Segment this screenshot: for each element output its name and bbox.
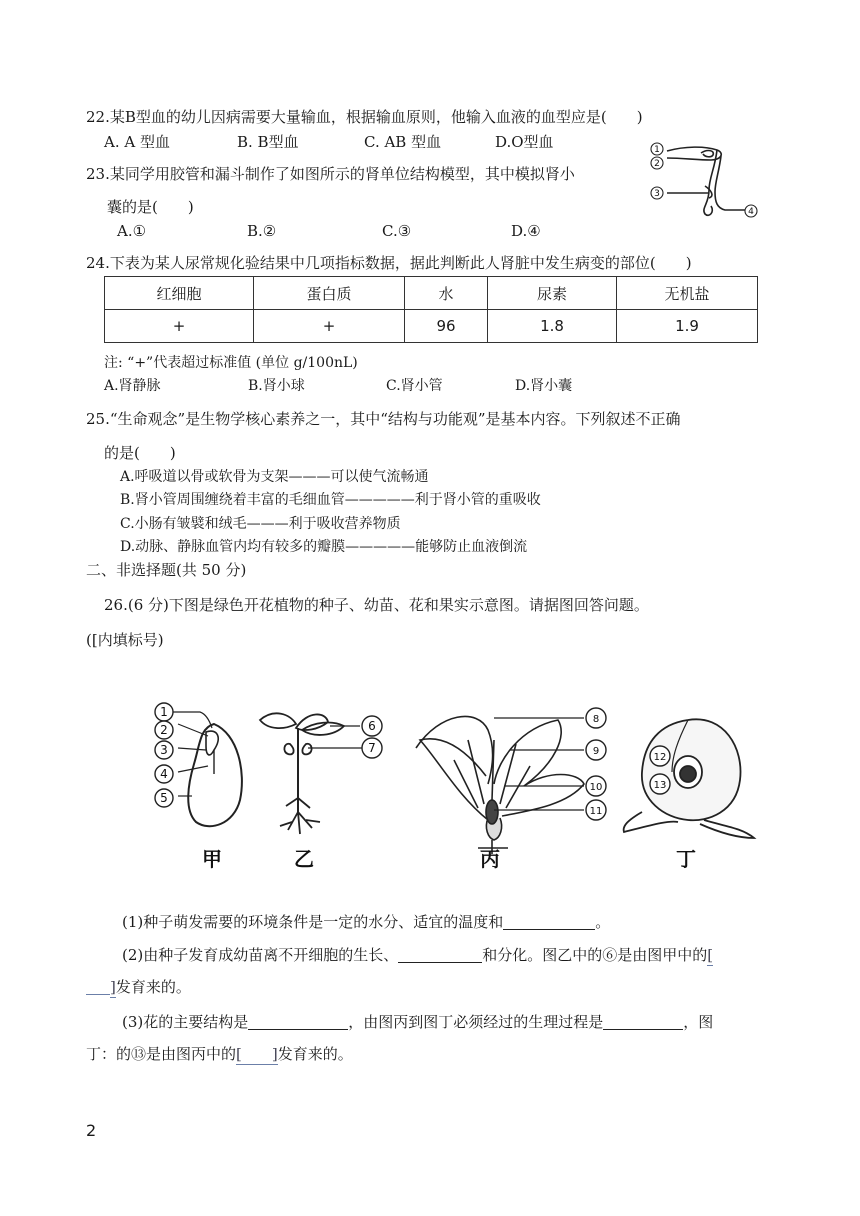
q24-option-a: A.肾静脉 (104, 378, 161, 394)
caption-ding: 丁 (676, 847, 696, 871)
q25-option-d: D.动脉、静脉血管内均有较多的瓣膜—————能够防止血液倒流 (120, 539, 528, 555)
table-header-cell: 蛋白质 (254, 277, 405, 310)
flower-diagram (416, 716, 584, 854)
table-cell: 1.9 (617, 310, 758, 343)
q26-sub2-bracket-open: [ (707, 946, 714, 964)
seedling-label-6: 6 (368, 719, 376, 733)
q23-option-a: A.① (117, 222, 147, 240)
nephron-label-1: 1 (654, 145, 660, 155)
q23-stem-line1: 23.某同学用胶管和漏斗制作了如图所示的肾单位结构模型，其中模拟肾小 (86, 165, 575, 183)
q26-sub2-bracket-close: ] (110, 978, 116, 996)
nephron-model-figure (645, 138, 763, 230)
table-header-cell: 无机盐 (617, 277, 758, 310)
q26-sub2-text-a: (2)由种子发育成幼苗离不开细胞的生长、 (122, 946, 399, 964)
nephron-label-4: 4 (748, 207, 754, 217)
seedling-label-7: 7 (368, 741, 376, 755)
q24-note: 注: “+”代表超过标准值 (单位 g/100nL) (104, 355, 358, 371)
table-header-cell: 尿素 (488, 277, 617, 310)
answer-blank[interactable] (248, 1013, 348, 1030)
q23-option-d: D.④ (511, 222, 541, 240)
q26-sub3-line2 (86, 1044, 353, 1065)
nephron-label-2: 2 (654, 159, 660, 169)
seed-label-4: 4 (160, 767, 168, 781)
q23-stem-line2: 囊的是( ) (107, 198, 194, 216)
seed-label-5: 5 (160, 791, 168, 805)
plant-figure (148, 700, 758, 880)
table-cell: + (105, 310, 254, 343)
page-number: 2 (86, 1121, 97, 1140)
q26-sub1-text: (1)种子萌发需要的环境条件是一定的水分、适宜的温度和 (122, 913, 504, 931)
table-cell: 1.8 (488, 310, 617, 343)
flower-label-9: 9 (592, 746, 600, 757)
q23-option-b: B.② (247, 222, 277, 240)
q22-option-c: C. AB 型血 (364, 133, 442, 151)
q26-sub3-end: 发育来的。 (277, 1045, 353, 1063)
table-header-cell: 红细胞 (105, 277, 254, 310)
flower-label-10: 10 (589, 782, 603, 793)
q25-option-b: B.肾小管周围缠绕着丰富的毛细血管—————利于肾小管的重吸收 (120, 492, 541, 508)
caption-yi: 乙 (294, 847, 314, 871)
answer-blank[interactable] (603, 1013, 683, 1030)
q26-sub3-text-c: ，图 (683, 1013, 714, 1031)
nephron-label-3: 3 (654, 189, 660, 199)
section-heading: 二、非选择题(共 50 分) (86, 561, 247, 579)
seed-diagram (172, 712, 242, 826)
q26-sub2-text-b: 和分化。图乙中的⑥是由图甲中的 (482, 946, 708, 964)
answer-bracket-blank[interactable] (86, 978, 110, 995)
seed-label-2: 2 (160, 723, 168, 737)
table-header-row (105, 277, 758, 310)
q22-stem: 22.某B型血的幼儿因病需要大量输血，根据输血原则，他输入血液的血型应是( ) (86, 108, 643, 126)
answer-blank[interactable] (398, 946, 482, 963)
table-cell: 96 (405, 310, 488, 343)
q22-option-d: D.O型血 (495, 133, 554, 151)
q24-option-c: C.肾小管 (386, 378, 443, 394)
fruit-diagram (624, 719, 754, 838)
q25-option-c: C.小肠有皱襞和绒毛———利于吸收营养物质 (120, 516, 401, 532)
table-header-cell: 水 (405, 277, 488, 310)
seed-label-1: 1 (160, 705, 168, 719)
q26-sub2-line2 (86, 977, 191, 998)
caption-jia: 甲 (202, 847, 222, 871)
q26-hint: ([内填标号) (86, 631, 164, 649)
q26-sub1 (122, 912, 610, 932)
q26-sub1-end: 。 (595, 913, 611, 931)
q22-option-a: A. A 型血 (104, 133, 170, 151)
answer-bracket-blank[interactable]: [ ] (236, 1045, 278, 1063)
q23-option-c: C.③ (382, 222, 412, 240)
seed-label-3: 3 (160, 743, 168, 757)
fruit-label-13: 13 (653, 780, 667, 791)
table-cell: + (254, 310, 405, 343)
q26-sub2-end: 发育来的。 (115, 978, 191, 996)
q24-stem: 24.下表为某人尿常规化验结果中几项指标数据，据此判断此人肾脏中发生病变的部位( ) (86, 254, 692, 272)
q22-option-b: B. B型血 (237, 133, 299, 151)
q26-sub3-text-b: ，由图丙到图丁必须经过的生理过程是 (348, 1013, 604, 1031)
table-row (105, 310, 758, 343)
q25-option-a: A.呼吸道以骨或软骨为支架———可以使气流畅通 (120, 469, 429, 485)
flower-label-8: 8 (592, 714, 600, 725)
q26-sub3-text-d: 丁：的⑬是由图丙中的 (86, 1045, 237, 1063)
q26-sub3-text-a: (3)花的主要结构是 (122, 1013, 249, 1031)
answer-blank[interactable] (503, 913, 595, 930)
caption-bing: 丙 (480, 847, 500, 871)
q24-option-d: D.肾小囊 (515, 378, 573, 394)
q26-sub3-line1 (122, 1012, 713, 1032)
q25-stem-line1: 25.“生命观念”是生物学核心素养之一，其中“结构与功能观”是基本内容。下列叙述不正确 (86, 410, 681, 428)
q26-sub2-line1 (122, 945, 713, 966)
urine-test-table (104, 276, 758, 343)
q26-stem: 26.(6 分)下图是绿色开花植物的种子、幼苗、花和果实示意图。请据图回答问题。 (104, 596, 649, 614)
flower-label-11: 11 (589, 806, 603, 817)
seedling-diagram (260, 713, 362, 834)
q24-option-b: B.肾小球 (248, 378, 305, 394)
fruit-label-12: 12 (653, 752, 667, 763)
q25-stem-line2: 的是( ) (104, 444, 176, 462)
